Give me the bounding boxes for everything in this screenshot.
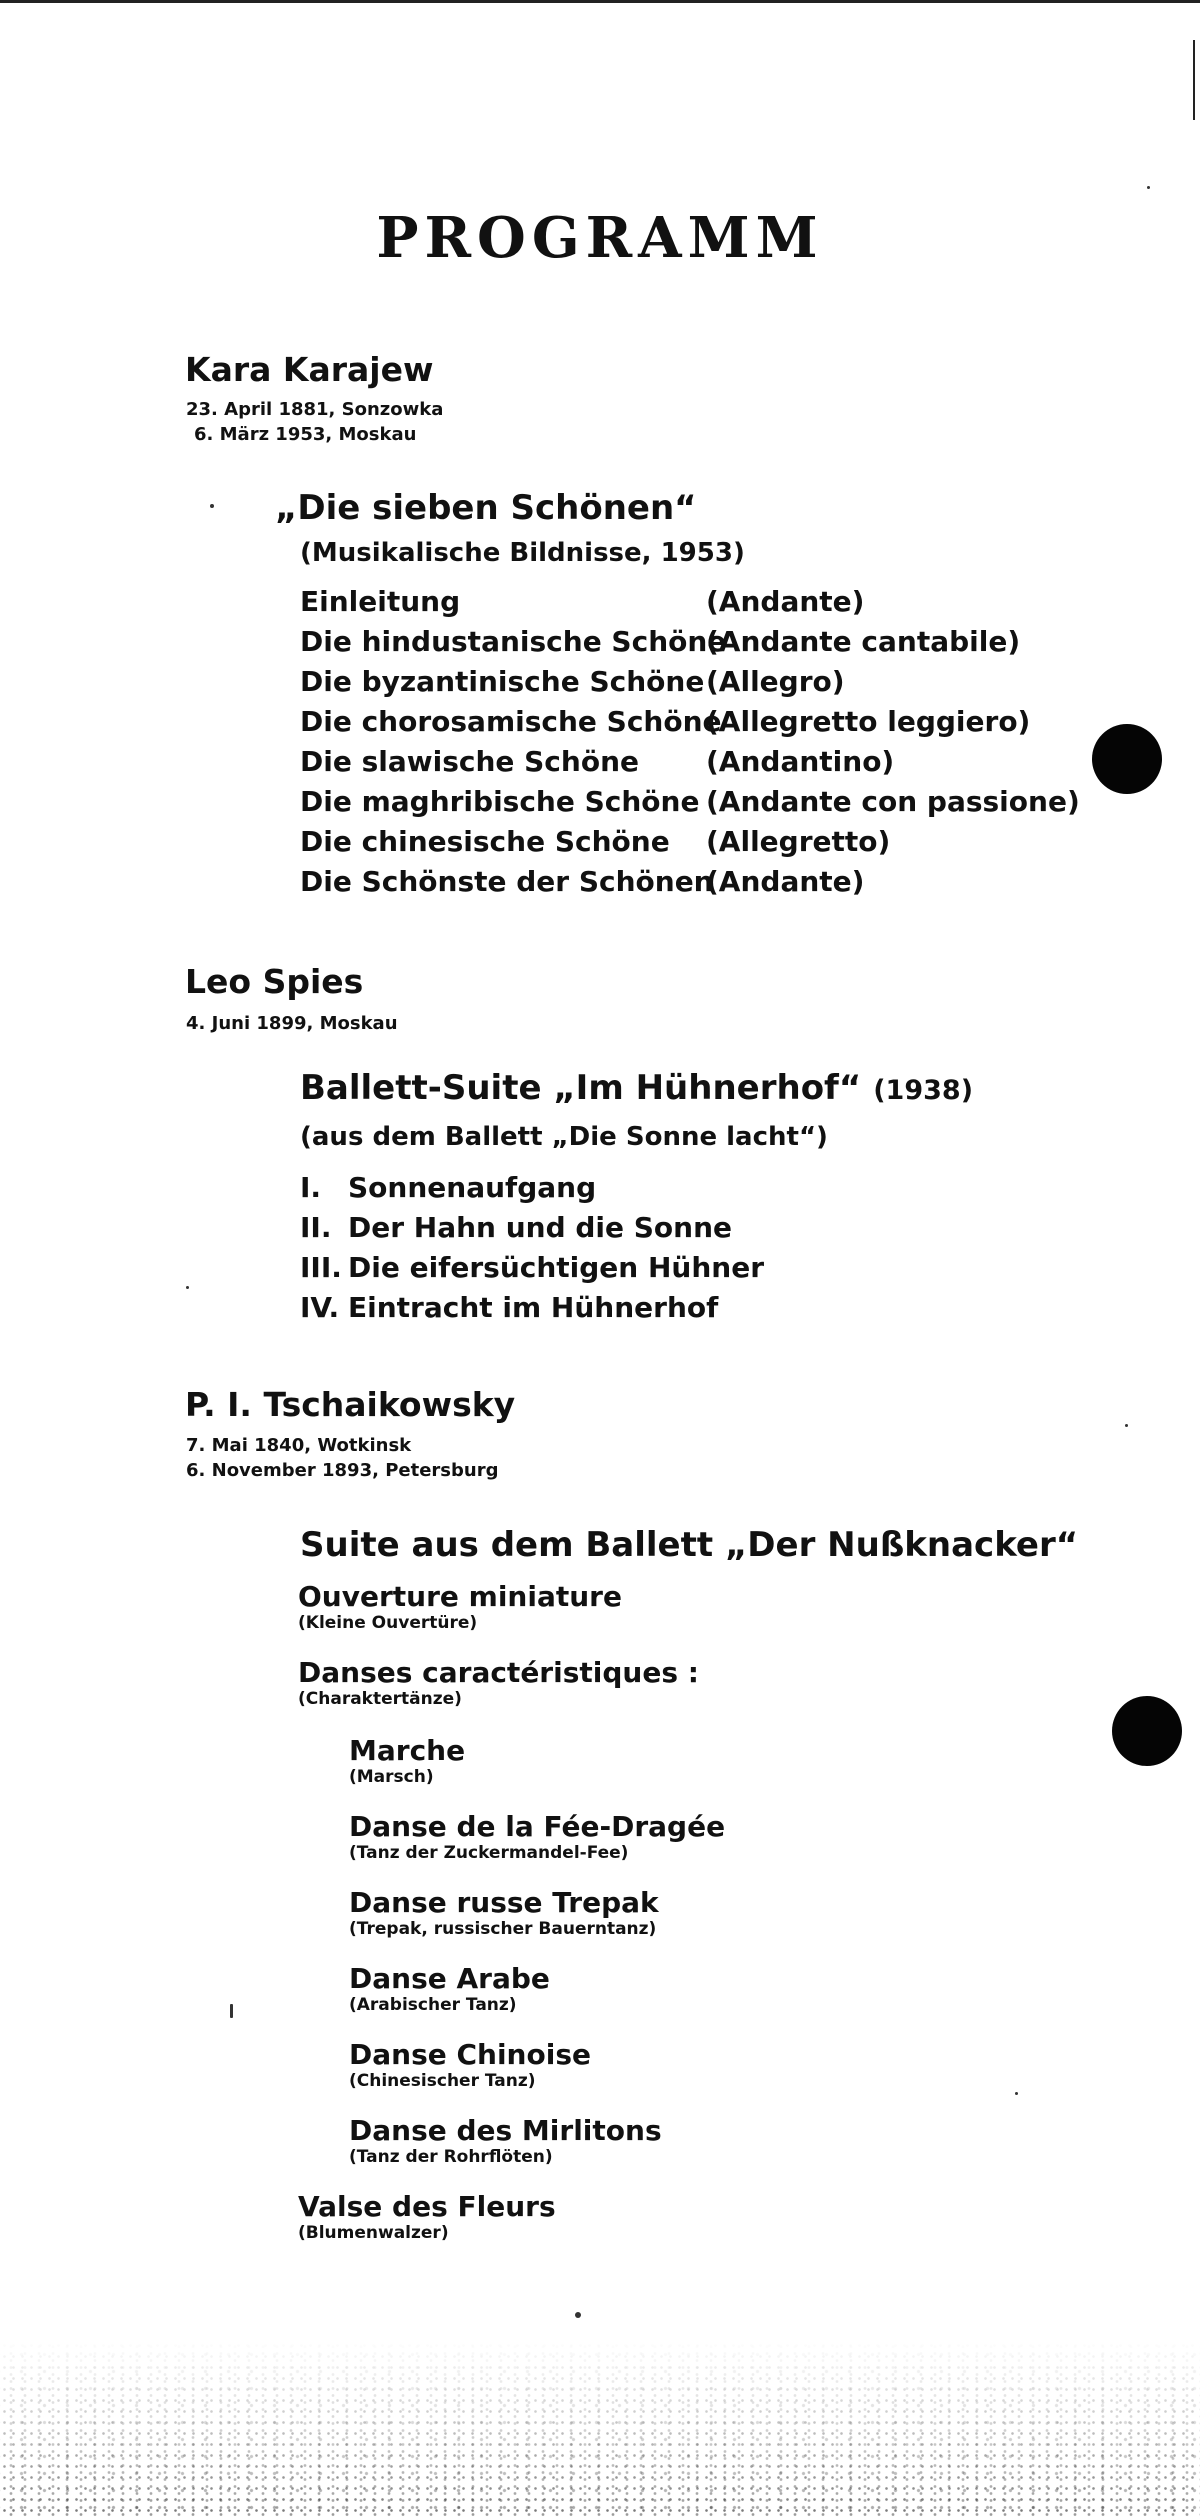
movement-row [300,1288,764,1328]
birth-date: 4. Juni 1899, Moskau [186,1013,398,1034]
movement-number: I. [300,1171,322,1204]
speck [575,2312,581,2318]
suite-item [298,1580,622,1633]
composer-name: Kara Karajew [185,350,434,389]
movement-name: Die hindustanische Schöne [300,625,727,658]
movement-name: Die chorosamische Schöne [300,705,722,738]
composer-name: Leo Spies [185,962,364,1001]
suite-item [349,1734,465,1787]
work-subtitle: (aus dem Ballett „Die Sonne lacht“) [300,1122,828,1152]
movement-list [300,1168,764,1328]
birth-date: 23. April 1881, Sonzowka [186,399,444,420]
item-name: Marche [349,1734,466,1767]
item-name: Danse des Mirlitons [349,2114,662,2147]
item-name: Danse Chinoise [349,2038,591,2071]
item-translation: (Chinesischer Tanz) [349,2071,536,2091]
speck [230,2004,233,2018]
suite-item [349,2114,662,2167]
work-title: „Die sieben Schönen“ [275,488,697,528]
suite-item [349,1962,550,2015]
death-date: 6. März 1953, Moskau [194,424,417,445]
movement-row [300,822,1080,862]
movement-name: Die byzantinische Schöne [300,665,705,698]
movement-tempo: (Andante con passione) [706,785,1080,818]
item-name: Danse russe Trepak [349,1886,659,1919]
movement-name: Die maghribische Schöne [300,785,700,818]
punch-hole-lower [1112,1696,1182,1766]
movement-row [300,742,1080,782]
work-title: Suite aus dem Ballett „Der Nußknacker“ [300,1525,1079,1565]
item-translation: (Tanz der Rohrflöten) [349,2147,553,2167]
work-subtitle: (Musikalische Bildnisse, 1953) [300,538,745,568]
movement-tempo: (Andante cantabile) [706,625,1021,658]
page-title: PROGRAMM [376,205,824,271]
item-translation: (Marsch) [349,1767,434,1787]
movement-tempo: (Andante) [706,865,865,898]
movement-row [300,862,1080,902]
movement-name: Sonnenaufgang [348,1171,597,1204]
scan-edge-right [1193,40,1195,120]
suite-item [298,2190,556,2243]
movement-tempo: (Andante) [706,585,865,618]
speck [1147,186,1150,189]
movement-number: II. [300,1211,332,1244]
item-name: Danses caractéristiques : [298,1656,699,1689]
item-translation: (Charaktertänze) [298,1689,462,1709]
work-year: (1938) [873,1075,974,1106]
movement-row [300,1168,764,1208]
work-title-text: Ballett-Suite „Im Hühnerhof“ [300,1068,862,1108]
item-translation: (Arabischer Tanz) [349,1995,517,2015]
death-date: 6. November 1893, Petersburg [186,1460,499,1481]
movement-row [300,1248,764,1288]
suite-item [349,2038,591,2091]
movement-name: Eintracht im Hühnerhof [348,1291,719,1324]
movement-name: Die eifersüchtigen Hühner [348,1251,765,1284]
movement-number: IV. [300,1291,340,1324]
suite-item [298,1656,699,1709]
movement-tempo: (Andantino) [706,745,895,778]
item-name: Valse des Fleurs [298,2190,556,2223]
movement-tempo: (Allegretto) [706,825,891,858]
item-translation: (Tanz der Zuckermandel-Fee) [349,1843,629,1863]
movement-name: Die slawische Schöne [300,745,639,778]
suite-item [349,1886,659,1939]
movement-row [300,582,1080,622]
movement-row [300,622,1080,662]
movement-row [300,662,1080,702]
composer-dates [186,1011,398,1036]
item-translation: (Kleine Ouvertüre) [298,1613,478,1633]
movement-row [300,702,1080,742]
speck [1125,1424,1128,1427]
movement-row [300,782,1080,822]
composer-dates [186,1433,498,1483]
item-translation: (Trepak, russischer Bauerntanz) [349,1919,657,1939]
item-name: Danse de la Fée-Dragée [349,1810,726,1843]
movement-name: Die Schönste der Schönen [300,865,714,898]
suite-item [349,1810,725,1863]
movement-name: Die chinesische Schöne [300,825,670,858]
punch-hole-upper [1092,724,1162,794]
movement-row [300,1208,764,1248]
speck [210,504,214,508]
item-name: Ouverture miniature [298,1580,622,1613]
item-name: Danse Arabe [349,1962,550,1995]
item-translation: (Blumenwalzer) [298,2223,449,2243]
movement-number: III. [300,1251,342,1284]
birth-date: 7. Mai 1840, Wotkinsk [186,1435,412,1456]
speck [1015,2092,1018,2095]
movement-tempo: (Allegro) [706,665,845,698]
movement-name: Der Hahn und die Sonne [348,1211,733,1244]
movement-list [300,582,1080,902]
scan-noise [0,2340,1200,2520]
composer-name: P. I. Tschaikowsky [185,1385,516,1424]
work-title [300,1068,973,1108]
composer-dates [186,397,443,447]
movement-tempo: (Allegretto leggiero) [706,705,1031,738]
scan-edge-top [0,0,1200,3]
speck [186,1286,189,1289]
movement-name: Einleitung [300,585,461,618]
